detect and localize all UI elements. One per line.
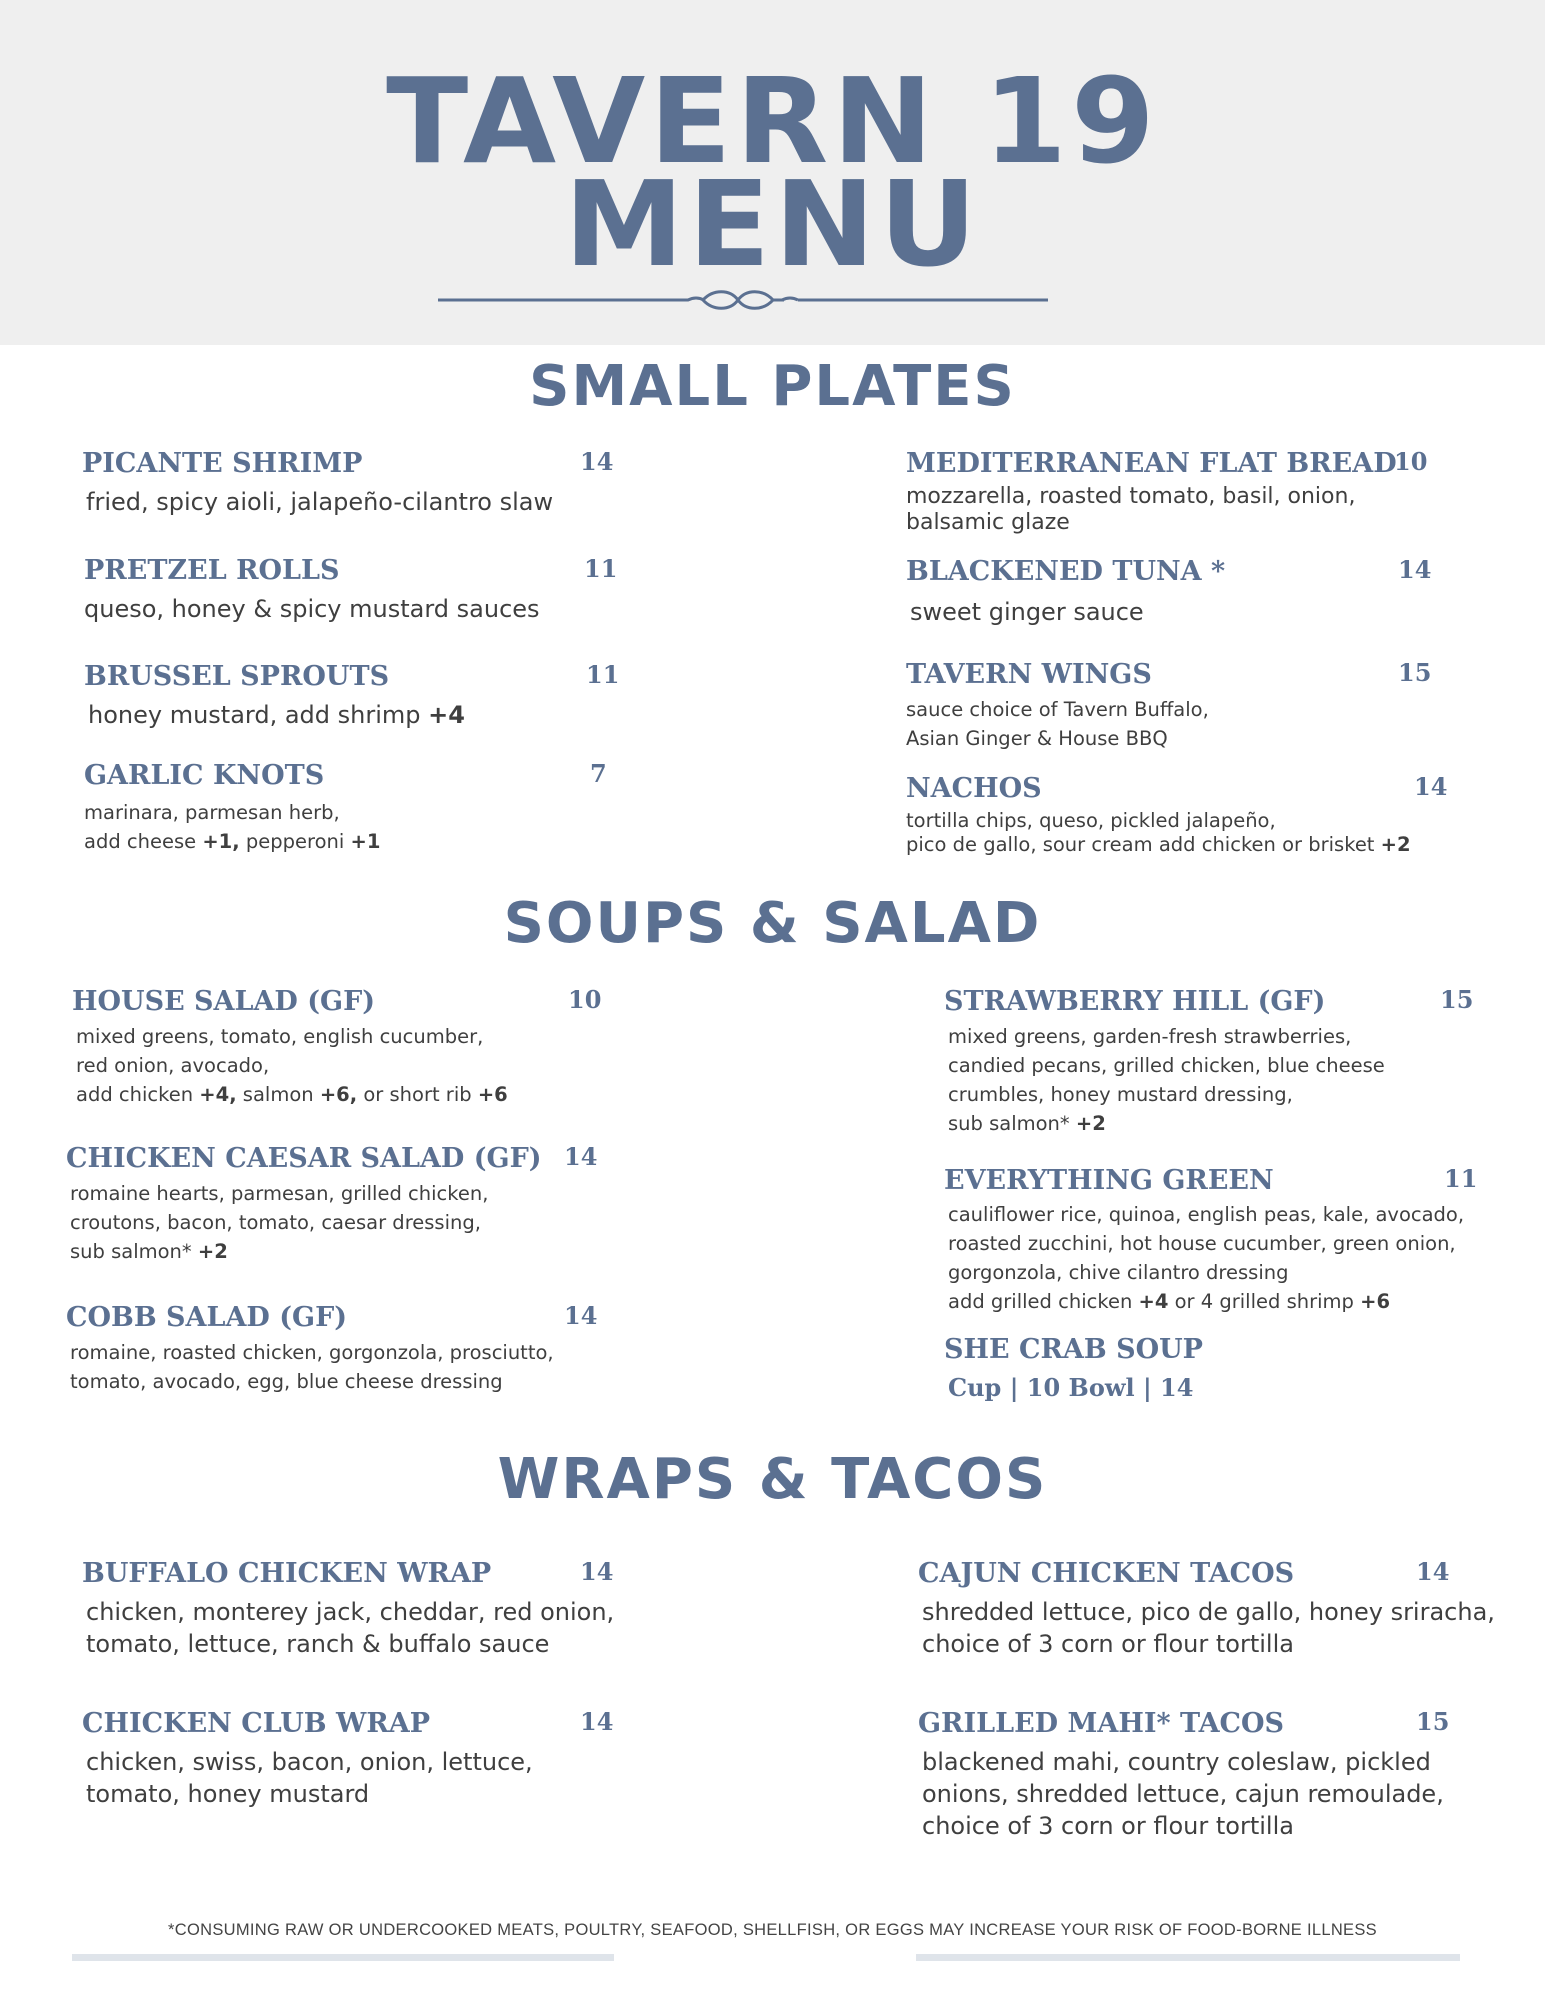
flourish-divider-icon [438,287,1048,313]
item-price: 14 [1416,1557,1450,1586]
item-name: MEDITERRANEAN FLAT BREAD [906,448,1397,479]
item-name: PICANTE SHRIMP [82,448,363,479]
item-name: BUFFALO CHICKEN WRAP [82,1558,492,1589]
item-name: BRUSSEL SPROUTS [84,661,390,692]
food-safety-disclaimer: *CONSUMING RAW OR UNDERCOOKED MEATS, POULTRY, SEAFOOD, SHELLFISH, OR EGGS MAY INCREASE YOUR RISK OF FOOD-BORNE ILLNESS [168,1921,1377,1939]
item-price: 10 [568,985,602,1014]
item-name: SHE CRAB SOUP [944,1334,1203,1365]
item-name: STRAWBERRY HILL (GF) [944,986,1326,1017]
item-price: 15 [1416,1707,1450,1736]
item-description: cauliflower rice, quinoa, english peas, kale, avocado, roasted zucchini, hot house cucumber, green onion, gorgonzola, chive cilantro dressing add grilled chicken +4 or 4 grilled shrimp +6 [948,1203,1465,1313]
item-price: 15 [1398,658,1432,687]
item-name: CAJUN CHICKEN TACOS [918,1558,1295,1589]
section-title-wraps-tacos: WRAPS & TACOS [497,1447,1048,1512]
section-title-soups-salad: SOUPS & SALAD [503,891,1042,956]
item-price: 11 [586,660,620,689]
item-price: Cup | 10 Bowl | 14 [948,1373,1194,1402]
item-name: CHICKEN CAESAR SALAD (GF) [66,1143,542,1174]
item-name: COBB SALAD (GF) [66,1302,348,1333]
item-name: CHICKEN CLUB WRAP [82,1708,431,1739]
item-name: EVERYTHING GREEN [944,1165,1274,1196]
item-description: marinara, parmesan herb, add cheese +1, pepperoni +1 [84,801,381,853]
menu-title: MENU [564,155,981,293]
item-name: GARLIC KNOTS [84,760,325,791]
item-description: tortilla chips, queso, pickled jalapeño, pico de gallo, sour cream add chicken or brisket +2 [906,809,1411,856]
item-description: queso, honey & spicy mustard sauces [84,595,540,623]
item-price: 14 [1414,772,1448,801]
item-description: mixed greens, garden-fresh strawberries, candied pecans, grilled chicken, blue cheese crumbles, honey mustard dressing, sub salmon* +2 [948,1025,1385,1135]
item-price: 7 [590,759,607,788]
item-price: 14 [564,1142,598,1171]
section-title-small-plates: SMALL PLATES [529,354,1016,419]
item-name: HOUSE SALAD (GF) [72,986,376,1017]
item-description: honey mustard, add shrimp +4 [88,701,465,729]
item-description: sweet ginger sauce [910,598,1144,626]
item-name: PRETZEL ROLLS [84,555,340,586]
item-price: 14 [1398,555,1432,584]
restaurant-name: TAVERN 19 [386,52,1159,190]
item-price: 11 [584,554,618,583]
item-description: blackened mahi, country coleslaw, pickled onions, shredded lettuce, cajun remoulade, choice of 3 corn or flour tortilla [922,1748,1444,1840]
item-description: chicken, swiss, bacon, onion, lettuce, tomato, honey mustard [86,1748,533,1808]
item-name: TAVERN WINGS [906,659,1152,690]
item-name: BLACKENED TUNA * [906,556,1226,587]
item-name: NACHOS [906,773,1042,804]
item-name: GRILLED MAHI* TACOS [918,1708,1285,1739]
item-description: sauce choice of Tavern Buffalo, Asian Ginger & House BBQ [906,698,1209,750]
item-price: 14 [564,1301,598,1330]
item-price: 14 [580,447,614,476]
item-price: 11 [1444,1164,1478,1193]
item-price: 14 [580,1557,614,1586]
item-description: romaine hearts, parmesan, grilled chicken, croutons, bacon, tomato, caesar dressing, sub salmon* +2 [70,1182,489,1263]
item-price: 15 [1440,985,1474,1014]
item-description: mixed greens, tomato, english cucumber, red onion, avocado, add chicken +4, salmon +6, or short rib +6 [76,1025,508,1106]
footer-rule-left [72,1954,614,1961]
item-price: 14 [580,1707,614,1736]
item-price: 10 [1394,447,1428,476]
item-description: shredded lettuce, pico de gallo, honey sriracha, choice of 3 corn or flour tortilla [922,1598,1495,1658]
item-description: fried, spicy aioli, jalapeño-cilantro slaw [86,488,554,516]
item-description: romaine, roasted chicken, gorgonzola, prosciutto, tomato, avocado, egg, blue cheese dressing [70,1341,554,1393]
footer-rule-right [916,1954,1460,1961]
item-description: mozzarella, roasted tomato, basil, onion, balsamic glaze [906,484,1356,535]
item-description: chicken, monterey jack, cheddar, red onion, tomato, lettuce, ranch & buffalo sauce [86,1598,615,1658]
